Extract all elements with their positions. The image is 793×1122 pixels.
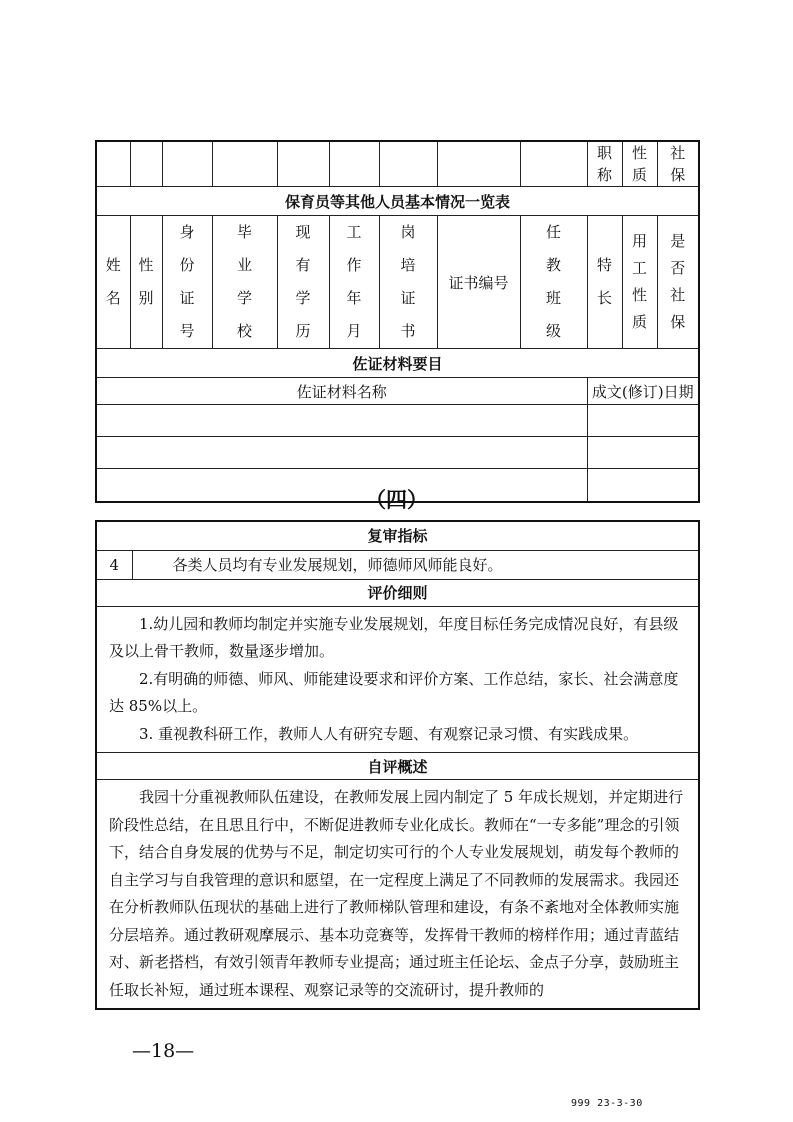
- review-table: [95, 520, 700, 1010]
- section-title: 保育员等其他人员基本情况一览表: [96, 187, 699, 216]
- table-cell: 性 质: [622, 141, 657, 187]
- evidence-name-header: 佐证材料名称: [96, 378, 587, 405]
- self-eval-title: 自评概述: [96, 753, 699, 780]
- table-cell: 职 称: [587, 141, 622, 187]
- criteria-title: 评价细则: [96, 579, 699, 606]
- table-cell: [379, 141, 437, 187]
- column-header: 是 否 社 保: [657, 216, 699, 349]
- table-cell: 社 保: [657, 141, 699, 187]
- column-header: 现 有 学 历: [277, 216, 329, 349]
- indicator-number: 4: [96, 550, 132, 579]
- column-header: 岗 培 证 书: [379, 216, 437, 349]
- table-cell: [329, 141, 379, 187]
- table-row: [96, 405, 699, 437]
- table-row: [96, 550, 699, 579]
- table-cell: [587, 437, 699, 469]
- table-row: [96, 187, 699, 216]
- section-heading: （四）: [365, 487, 428, 512]
- table-row: [96, 521, 699, 550]
- self-eval-body: [96, 780, 699, 1010]
- self-eval-text: 我园十分重视教师队伍建设，在教师发展上园内制定了 5 年成长规划，并定期进行阶段性总结，在且思且行中，不断促进教师专业化成长。教师在“一专多能”理念的引领下，结合自身发展的优势与不足，制定切实可行的个人专业发展规划，萌发每个教师的自主学习与自我管理的意识和愿望，在一定程度上满足了不同教师的发展需求。我园还在分析教师队伍现状的基础上进行了教师梯队管理和建设，有条不紊地对全体教师实施分层培养。通过教研观摩展示、基本功竞赛等，发挥骨干教师的榜样作用；通过青蓝结对、新老搭档，有效引领青年教师专业提高；通过班主任论坛、金点子分享，鼓励班主任取长补短，通过班本课程、观察记录等的交流研讨，提升教师的: [109, 788, 684, 999]
- table-cell: [437, 141, 520, 187]
- table-cell: [96, 141, 130, 187]
- table-cell: [212, 141, 277, 187]
- criteria-item: 1.幼儿园和教师均制定并实施专业发展规划，年度目标任务完成情况良好，有县级及以上骨干教师，数量逐步增加。: [109, 614, 679, 660]
- table-cell: [96, 437, 587, 469]
- table-row: [96, 141, 699, 187]
- column-header: 任 教 班 级: [520, 216, 587, 349]
- evidence-title: 佐证材料要目: [96, 349, 699, 378]
- column-header: 证书编号: [437, 216, 520, 349]
- criteria-item: 3. 重视教科研工作，教师人人有研究专题、有观察记录习惯、有实践成果。: [139, 724, 639, 743]
- print-stamp: 999 23-3-30: [571, 1098, 643, 1109]
- table-row: [96, 753, 699, 780]
- column-header: 用 工 性 质: [622, 216, 657, 349]
- indicator-text: 各类人员均有专业发展规划，师德师风师能良好。: [132, 550, 699, 579]
- column-header: 姓 名: [96, 216, 130, 349]
- column-header: 工 作 年 月: [329, 216, 379, 349]
- column-header: 毕 业 学 校: [212, 216, 277, 349]
- table-row: [96, 349, 699, 378]
- table-row: [96, 606, 699, 753]
- table-row: [96, 437, 699, 469]
- criteria-item: 2.有明确的师德、师风、师能建设要求和评价方案、工作总结，家长、社会满意度达 85%以上。: [109, 669, 679, 715]
- review-title: 复审指标: [96, 521, 699, 550]
- page-number: —18—: [132, 1040, 195, 1062]
- column-header: 性 别: [130, 216, 162, 349]
- column-header-row: [96, 216, 699, 349]
- table-cell: [587, 405, 699, 437]
- column-header: 身 份 证 号: [162, 216, 212, 349]
- table-row: [96, 378, 699, 405]
- table-row: [96, 780, 699, 1010]
- criteria-body: [96, 606, 699, 753]
- table-cell: [96, 405, 587, 437]
- table-cell: [130, 141, 162, 187]
- table-cell: [520, 141, 587, 187]
- table-cell: [162, 141, 212, 187]
- evidence-date-header: 成文(修订)日期: [587, 378, 699, 405]
- table-cell: [277, 141, 329, 187]
- table-row: [96, 579, 699, 606]
- column-header: 特 长: [587, 216, 622, 349]
- staff-info-table: [95, 140, 700, 503]
